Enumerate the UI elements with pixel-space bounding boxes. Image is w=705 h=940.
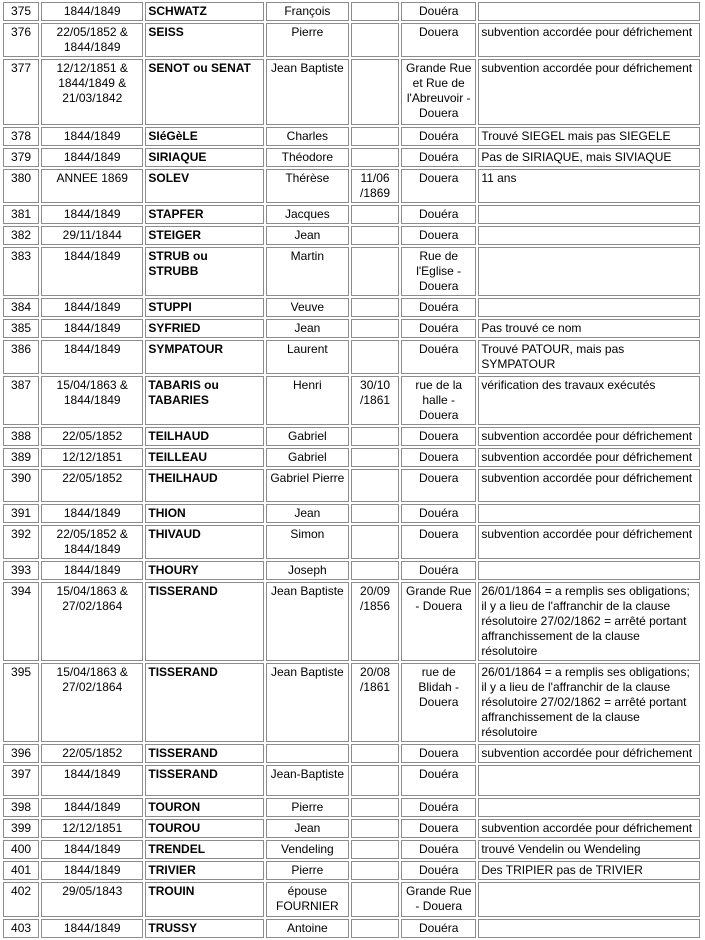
- table-row: [3, 319, 700, 338]
- record-date: ANNEE 1869: [41, 169, 143, 203]
- concession-date: [351, 919, 399, 938]
- first-name: Antoine: [266, 919, 349, 938]
- record-number: 390: [3, 469, 39, 502]
- table-row: [3, 127, 700, 146]
- record-number: 397: [3, 765, 39, 796]
- remark: 26/01/1864 = a remplis ses obligations; il y a lieu de l'affranchir de la clause résolutoire 27/02/1862 = arrêté portant affranchissement de la clause résolutoire: [478, 582, 700, 661]
- remark: [478, 2, 700, 21]
- remark: [478, 919, 700, 938]
- concession-date: [351, 469, 399, 502]
- record-date: 1844/1849: [41, 840, 143, 859]
- first-name: Veuve: [266, 298, 349, 317]
- location: Douéra: [401, 798, 476, 817]
- record-date: 1844/1849: [41, 127, 143, 146]
- table-row: [3, 448, 700, 467]
- record-date: 12/12/1851: [41, 819, 143, 838]
- record-number: 398: [3, 798, 39, 817]
- table-row: [3, 469, 700, 502]
- remark: Trouvé SIEGEL mais pas SIEGELE: [478, 127, 700, 146]
- table-row: [3, 226, 700, 245]
- surname: TRENDEL: [145, 840, 263, 859]
- location: Douera: [401, 744, 476, 763]
- concession-date: [351, 840, 399, 859]
- table-row: [3, 744, 700, 763]
- record-number: 380: [3, 169, 39, 203]
- location: Douera: [401, 427, 476, 446]
- surname: TISSERAND: [145, 744, 263, 763]
- record-date: 22/05/1852: [41, 427, 143, 446]
- table-row: [3, 919, 700, 938]
- remark: subvention accordée pour défrichement: [478, 427, 700, 446]
- location: Douéra: [401, 127, 476, 146]
- first-name: Pierre: [266, 23, 349, 57]
- record-date: 1844/1849: [41, 148, 143, 167]
- surname: TISSERAND: [145, 582, 263, 661]
- concession-date: [351, 298, 399, 317]
- first-name: Théodore: [266, 148, 349, 167]
- record-date: 1844/1849: [41, 861, 143, 880]
- surname: SENOT ou SENAT: [145, 59, 263, 125]
- surname: TRIVIER: [145, 861, 263, 880]
- table-row: [3, 798, 700, 817]
- table-row: [3, 23, 700, 57]
- location: Douera: [401, 525, 476, 559]
- record-number: 392: [3, 525, 39, 559]
- concession-date: [351, 504, 399, 523]
- surname: TRUSSY: [145, 919, 263, 938]
- record-number: 396: [3, 744, 39, 763]
- surname: SOLEV: [145, 169, 263, 203]
- remark: [478, 765, 700, 796]
- record-number: 385: [3, 319, 39, 338]
- concession-date: 20/09 /1856: [351, 582, 399, 661]
- location: Douéra: [401, 2, 476, 21]
- location: rue de la halle - Douera: [401, 376, 476, 425]
- record-date: 22/05/1852: [41, 469, 143, 502]
- record-number: 381: [3, 205, 39, 224]
- record-date: 12/12/1851: [41, 448, 143, 467]
- first-name: Martin: [266, 247, 349, 296]
- first-name: Vendeling: [266, 840, 349, 859]
- table-row: [3, 504, 700, 523]
- first-name: Laurent: [266, 340, 349, 374]
- first-name: Jean: [266, 504, 349, 523]
- surname: THEILHAUD: [145, 469, 263, 502]
- surname: SYMPATOUR: [145, 340, 263, 374]
- remark: subvention accordée pour défrichement: [478, 448, 700, 467]
- record-number: 403: [3, 919, 39, 938]
- surname: TOURON: [145, 798, 263, 817]
- record-number: 391: [3, 504, 39, 523]
- concession-date: [351, 525, 399, 559]
- concession-date: [351, 148, 399, 167]
- first-name: Jean: [266, 819, 349, 838]
- location: Douera: [401, 226, 476, 245]
- location: Douéra: [401, 298, 476, 317]
- first-name: Charles: [266, 127, 349, 146]
- concession-date: [351, 861, 399, 880]
- concession-date: [351, 59, 399, 125]
- table-row: [3, 376, 700, 425]
- location: Grande Rue - Douera: [401, 582, 476, 661]
- surname: STAPFER: [145, 205, 263, 224]
- first-name: [266, 744, 349, 763]
- first-name: Gabriel: [266, 427, 349, 446]
- location: Douéra: [401, 561, 476, 580]
- remark: [478, 882, 700, 917]
- surname: SYFRIED: [145, 319, 263, 338]
- record-date: 1844/1849: [41, 2, 143, 21]
- first-name: Pierre: [266, 798, 349, 817]
- record-number: 399: [3, 819, 39, 838]
- location: Douéra: [401, 319, 476, 338]
- table-row: [3, 205, 700, 224]
- first-name: Jean: [266, 319, 349, 338]
- remark: [478, 561, 700, 580]
- remark: [478, 298, 700, 317]
- location: Grande Rue - Douera: [401, 882, 476, 917]
- first-name: Jean: [266, 226, 349, 245]
- record-number: 401: [3, 861, 39, 880]
- location: rue de Blidah - Douera: [401, 663, 476, 742]
- surname: STUPPI: [145, 298, 263, 317]
- record-number: 377: [3, 59, 39, 125]
- concession-date: [351, 2, 399, 21]
- remark: [478, 247, 700, 296]
- surname: TISSERAND: [145, 765, 263, 796]
- record-number: 393: [3, 561, 39, 580]
- record-date: 15/04/1863 & 27/02/1864: [41, 663, 143, 742]
- remark: subvention accordée pour défrichement: [478, 59, 700, 125]
- record-date: 22/05/1852 & 1844/1849: [41, 525, 143, 559]
- surname: TEILLEAU: [145, 448, 263, 467]
- concession-date: [351, 798, 399, 817]
- record-date: 15/04/1863 & 1844/1849: [41, 376, 143, 425]
- table-row: [3, 427, 700, 446]
- surname: SIéGèLE: [145, 127, 263, 146]
- first-name: Jacques: [266, 205, 349, 224]
- remark: Des TRIPIER pas de TRIVIER: [478, 861, 700, 880]
- table-row: [3, 148, 700, 167]
- remark: Trouvé PATOUR, mais pas SYMPATOUR: [478, 340, 700, 374]
- concession-date: 11/06 /1869: [351, 169, 399, 203]
- location: Douera: [401, 23, 476, 57]
- remark: [478, 798, 700, 817]
- record-number: 386: [3, 340, 39, 374]
- first-name: Jean Baptiste: [266, 59, 349, 125]
- remark: vérification des travaux exécutés: [478, 376, 700, 425]
- remark: trouvé Vendelin ou Wendeling: [478, 840, 700, 859]
- record-number: 384: [3, 298, 39, 317]
- table-row: [3, 663, 700, 742]
- location: Douéra: [401, 765, 476, 796]
- location: Douéra: [401, 840, 476, 859]
- record-number: 400: [3, 840, 39, 859]
- concession-date: 30/10 /1861: [351, 376, 399, 425]
- first-name: Thérèse: [266, 169, 349, 203]
- concession-date: [351, 23, 399, 57]
- remark: [478, 205, 700, 224]
- record-date: 1844/1849: [41, 205, 143, 224]
- table-row: [3, 561, 700, 580]
- surname: THIVAUD: [145, 525, 263, 559]
- table-row: [3, 882, 700, 917]
- table-row: [3, 169, 700, 203]
- remark: subvention accordée pour défrichement: [478, 744, 700, 763]
- location: Douéra: [401, 504, 476, 523]
- record-date: 1844/1849: [41, 504, 143, 523]
- location: Grande Rue et Rue de l'Abreuvoir - Douera: [401, 59, 476, 125]
- record-date: 1844/1849: [41, 919, 143, 938]
- concession-date: 20/08 /1861: [351, 663, 399, 742]
- record-number: 395: [3, 663, 39, 742]
- record-number: 387: [3, 376, 39, 425]
- record-number: 389: [3, 448, 39, 467]
- table-row: [3, 340, 700, 374]
- location: Douera: [401, 469, 476, 502]
- record-date: 1844/1849: [41, 319, 143, 338]
- table-row: [3, 298, 700, 317]
- record-date: 1844/1849: [41, 298, 143, 317]
- first-name: Pierre: [266, 861, 349, 880]
- concession-date: [351, 882, 399, 917]
- first-name: épouse FOURNIER: [266, 882, 349, 917]
- first-name: Simon: [266, 525, 349, 559]
- surname: TISSERAND: [145, 663, 263, 742]
- table-row: [3, 819, 700, 838]
- table-row: [3, 2, 700, 21]
- location: Douéra: [401, 861, 476, 880]
- remark: Pas trouvé ce nom: [478, 319, 700, 338]
- surname: SIRIAQUE: [145, 148, 263, 167]
- location: Douéra: [401, 919, 476, 938]
- surname: STEIGER: [145, 226, 263, 245]
- record-number: 382: [3, 226, 39, 245]
- first-name: Jean Baptiste: [266, 663, 349, 742]
- first-name: Gabriel Pierre: [266, 469, 349, 502]
- concession-date: [351, 448, 399, 467]
- surname: THION: [145, 504, 263, 523]
- concession-date: [351, 319, 399, 338]
- concession-date: [351, 226, 399, 245]
- location: Douera: [401, 169, 476, 203]
- remark: [478, 226, 700, 245]
- remark: 26/01/1864 = a remplis ses obligations; il y a lieu de l'affranchir de la clause résolutoire 27/02/1862 = arrêté portant affranchissement de la clause résolutoire: [478, 663, 700, 742]
- first-name: François: [266, 2, 349, 21]
- record-date: 22/05/1852 & 1844/1849: [41, 23, 143, 57]
- record-date: 15/04/1863 & 27/02/1864: [41, 582, 143, 661]
- record-number: 375: [3, 2, 39, 21]
- record-date: 1844/1849: [41, 561, 143, 580]
- first-name: Joseph: [266, 561, 349, 580]
- record-date: 1844/1849: [41, 765, 143, 796]
- record-date: 22/05/1852: [41, 744, 143, 763]
- surname: STRUB ou STRUBB: [145, 247, 263, 296]
- location: Douéra: [401, 340, 476, 374]
- remark: Pas de SIRIAQUE, mais SIVIAQUE: [478, 148, 700, 167]
- record-date: 1844/1849: [41, 798, 143, 817]
- concession-date: [351, 765, 399, 796]
- record-date: 29/11/1844: [41, 226, 143, 245]
- first-name: Gabriel: [266, 448, 349, 467]
- remark: subvention accordée pour défrichement: [478, 525, 700, 559]
- table-row: [3, 840, 700, 859]
- surname: TABARIS ou TABARIES: [145, 376, 263, 425]
- record-number: 388: [3, 427, 39, 446]
- concession-date: [351, 427, 399, 446]
- concession-date: [351, 127, 399, 146]
- record-number: 376: [3, 23, 39, 57]
- record-number: 383: [3, 247, 39, 296]
- register-table: [1, 0, 702, 940]
- table-row: [3, 59, 700, 125]
- table-row: [3, 247, 700, 296]
- table-row: [3, 582, 700, 661]
- concession-date: [351, 247, 399, 296]
- remark: subvention accordée pour défrichement: [478, 23, 700, 57]
- table-row: [3, 525, 700, 559]
- table-row: [3, 765, 700, 796]
- record-date: 12/12/1851 & 1844/1849 & 21/03/1842: [41, 59, 143, 125]
- concession-date: [351, 205, 399, 224]
- record-date: 29/05/1843: [41, 882, 143, 917]
- remark: subvention accordée pour défrichement: [478, 819, 700, 838]
- location: Rue de l'Eglise - Douera: [401, 247, 476, 296]
- surname: THOURY: [145, 561, 263, 580]
- table-row: [3, 861, 700, 880]
- surname: TEILHAUD: [145, 427, 263, 446]
- record-number: 402: [3, 882, 39, 917]
- remark: [478, 504, 700, 523]
- location: Douéra: [401, 148, 476, 167]
- remark: subvention accordée pour défrichement: [478, 469, 700, 502]
- location: Douera: [401, 819, 476, 838]
- record-number: 394: [3, 582, 39, 661]
- record-date: 1844/1849: [41, 340, 143, 374]
- concession-date: [351, 561, 399, 580]
- location: Douera: [401, 448, 476, 467]
- record-date: 1844/1849: [41, 247, 143, 296]
- remark: 11 ans: [478, 169, 700, 203]
- surname: SEISS: [145, 23, 263, 57]
- surname: TOUROU: [145, 819, 263, 838]
- concession-date: [351, 744, 399, 763]
- location: Douéra: [401, 205, 476, 224]
- first-name: Jean Baptiste: [266, 582, 349, 661]
- first-name: Jean-Baptiste: [266, 765, 349, 796]
- concession-date: [351, 340, 399, 374]
- record-number: 378: [3, 127, 39, 146]
- concession-date: [351, 819, 399, 838]
- surname: SCHWATZ: [145, 2, 263, 21]
- record-number: 379: [3, 148, 39, 167]
- surname: TROUIN: [145, 882, 263, 917]
- first-name: Henri: [266, 376, 349, 425]
